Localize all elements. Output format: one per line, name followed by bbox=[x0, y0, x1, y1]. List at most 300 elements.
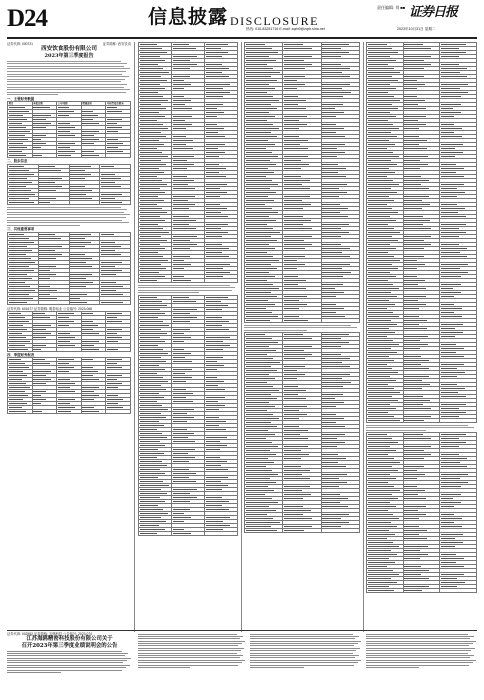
cell-text bbox=[368, 256, 394, 257]
cell-text bbox=[284, 144, 300, 145]
table-row bbox=[139, 515, 238, 519]
cell-text bbox=[39, 170, 61, 171]
cell-text bbox=[284, 136, 300, 137]
table-row bbox=[8, 319, 131, 323]
cell-text bbox=[246, 128, 279, 129]
cell-text bbox=[246, 338, 272, 339]
cell-text bbox=[441, 348, 464, 349]
cell-text bbox=[322, 144, 345, 145]
cell-text bbox=[404, 180, 428, 181]
cell-text bbox=[58, 345, 75, 346]
cell-text bbox=[173, 220, 196, 221]
cell-text bbox=[173, 108, 192, 109]
cell-text bbox=[441, 224, 466, 225]
text-line bbox=[250, 650, 356, 651]
cell-text bbox=[322, 418, 344, 419]
cell-text bbox=[322, 264, 350, 265]
text-line bbox=[138, 292, 199, 293]
cell-text bbox=[39, 202, 49, 203]
table-row bbox=[245, 333, 360, 337]
cell-text bbox=[368, 458, 395, 459]
cell-text bbox=[404, 140, 427, 141]
cell-text bbox=[368, 144, 396, 145]
cell-text bbox=[206, 389, 225, 390]
table-row bbox=[139, 327, 238, 331]
cell-text bbox=[404, 288, 425, 289]
cell-text bbox=[101, 234, 114, 235]
cell-text bbox=[101, 250, 115, 251]
cell-text bbox=[441, 288, 453, 289]
bottom-mid-notice bbox=[138, 632, 246, 696]
masthead bbox=[0, 0, 484, 38]
text-line bbox=[138, 653, 237, 654]
cell-text bbox=[173, 449, 195, 450]
table-row bbox=[139, 67, 238, 71]
cell-text bbox=[140, 140, 159, 141]
cell-text bbox=[322, 128, 344, 129]
column-divider bbox=[363, 42, 364, 632]
cell-text bbox=[322, 136, 344, 137]
table-cell bbox=[139, 323, 172, 327]
table-cell bbox=[367, 99, 404, 103]
text-line bbox=[7, 212, 124, 213]
cell-text bbox=[441, 188, 457, 189]
text-line bbox=[366, 662, 473, 663]
cell-text bbox=[140, 180, 162, 181]
cell-text bbox=[206, 317, 222, 318]
cell-text bbox=[246, 156, 279, 157]
cell-text bbox=[404, 404, 423, 405]
cell-text bbox=[9, 131, 30, 132]
cell-text bbox=[206, 521, 223, 522]
cell-text bbox=[441, 328, 455, 329]
cell-text bbox=[441, 486, 461, 487]
cell-text bbox=[284, 80, 297, 81]
cell-text bbox=[368, 434, 387, 435]
cell-text bbox=[107, 107, 117, 108]
cell-text bbox=[58, 143, 75, 144]
cell-text bbox=[206, 517, 230, 518]
cell-text bbox=[368, 216, 391, 217]
cell-text bbox=[58, 131, 70, 132]
cell-text bbox=[404, 264, 424, 265]
text-line bbox=[138, 638, 240, 639]
table-row bbox=[245, 513, 360, 517]
cell-text bbox=[322, 116, 335, 117]
cell-text bbox=[368, 506, 396, 507]
cell-text bbox=[9, 170, 30, 171]
cell-text bbox=[173, 68, 191, 69]
table-cell bbox=[367, 419, 404, 423]
cell-text bbox=[284, 430, 308, 431]
table-cell bbox=[57, 154, 82, 158]
cell-text bbox=[368, 72, 400, 73]
table-cell: 增减变动 bbox=[81, 102, 106, 106]
cell-text bbox=[107, 143, 123, 144]
cell-text bbox=[404, 380, 422, 381]
text-line bbox=[250, 636, 359, 637]
cell-text bbox=[173, 240, 190, 241]
table-cell bbox=[367, 51, 404, 55]
cell-text bbox=[173, 136, 186, 137]
table-cell bbox=[245, 445, 283, 449]
table-cell bbox=[440, 589, 477, 593]
cell-text bbox=[246, 308, 267, 309]
cell-text bbox=[140, 92, 158, 93]
cell-text bbox=[368, 494, 392, 495]
cell-text bbox=[140, 421, 159, 422]
cell-text bbox=[284, 358, 305, 359]
cell-text bbox=[404, 196, 429, 197]
cell-text bbox=[441, 112, 461, 113]
cell-text bbox=[322, 268, 342, 269]
balance-sheet-table bbox=[138, 295, 238, 536]
cell-text bbox=[9, 407, 22, 408]
cell-text bbox=[246, 64, 268, 65]
cell-text bbox=[58, 387, 70, 388]
cell-text bbox=[9, 411, 26, 412]
cell-text bbox=[173, 124, 193, 125]
cell-text bbox=[368, 100, 400, 101]
cell-text bbox=[284, 68, 305, 69]
cell-text bbox=[441, 526, 462, 527]
cell-text bbox=[107, 127, 122, 128]
cell-text bbox=[322, 414, 336, 415]
table-cell bbox=[172, 531, 205, 535]
cell-text bbox=[140, 76, 162, 77]
cell-text bbox=[58, 317, 69, 318]
cell-text bbox=[441, 68, 467, 69]
cell-text bbox=[140, 272, 160, 273]
cell-text bbox=[368, 228, 395, 229]
cell-text bbox=[173, 88, 184, 89]
table-cell bbox=[8, 300, 39, 304]
cell-text bbox=[173, 228, 197, 229]
cell-text bbox=[322, 346, 341, 347]
cell-text bbox=[173, 280, 192, 281]
cell-text bbox=[206, 461, 228, 462]
cell-text bbox=[246, 136, 277, 137]
text-line bbox=[7, 81, 121, 82]
cell-text bbox=[246, 446, 279, 447]
cell-text bbox=[368, 192, 397, 193]
cell-text bbox=[322, 276, 343, 277]
cell-text bbox=[173, 497, 197, 498]
cell-text bbox=[404, 578, 429, 579]
cell-text bbox=[206, 172, 220, 173]
cell-text bbox=[206, 417, 219, 418]
cell-text bbox=[82, 143, 94, 144]
table-row bbox=[139, 467, 238, 471]
table-cell bbox=[245, 389, 283, 393]
cell-text bbox=[368, 180, 393, 181]
cell-text bbox=[140, 96, 163, 97]
table-cell bbox=[139, 511, 172, 515]
table-cell bbox=[8, 339, 33, 343]
cell-text bbox=[173, 381, 186, 382]
cell-text bbox=[82, 371, 98, 372]
cell-text bbox=[9, 250, 33, 251]
cell-text bbox=[322, 88, 342, 89]
table-cell bbox=[367, 469, 404, 473]
table-cell bbox=[100, 201, 131, 205]
cell-text bbox=[173, 200, 189, 201]
cell-text bbox=[368, 486, 394, 487]
table-cell bbox=[139, 183, 172, 187]
cell-text bbox=[246, 192, 276, 193]
cell-text bbox=[246, 168, 268, 169]
table-cell: 上年同期 bbox=[57, 102, 82, 106]
cell-text bbox=[9, 139, 29, 140]
cell-text bbox=[284, 426, 300, 427]
cell-text bbox=[368, 442, 399, 443]
cell-text bbox=[441, 498, 453, 499]
cell-text bbox=[441, 562, 456, 563]
cell-text bbox=[284, 316, 300, 317]
text-line bbox=[7, 63, 127, 64]
table-cell bbox=[245, 71, 283, 75]
cell-text bbox=[39, 246, 61, 247]
table-cell bbox=[69, 201, 100, 205]
cell-text bbox=[246, 188, 270, 189]
cell-text bbox=[246, 350, 276, 351]
cell-text bbox=[173, 156, 194, 157]
cell-text bbox=[9, 325, 24, 326]
cell-text bbox=[441, 324, 463, 325]
cell-text bbox=[322, 96, 343, 97]
cell-text bbox=[368, 116, 396, 117]
cell-text bbox=[246, 502, 278, 503]
cell-text bbox=[9, 194, 36, 195]
cell-text bbox=[441, 128, 462, 129]
cell-text bbox=[246, 220, 276, 221]
table-cell bbox=[367, 441, 404, 445]
cell-text bbox=[284, 354, 313, 355]
cell-text bbox=[404, 450, 423, 451]
cell-text bbox=[404, 268, 417, 269]
cell-text bbox=[58, 333, 70, 334]
cell-text bbox=[368, 478, 396, 479]
cell-text bbox=[441, 312, 454, 313]
cell-text bbox=[173, 441, 195, 442]
cell-text bbox=[404, 486, 417, 487]
cell-text bbox=[246, 494, 266, 495]
cell-text bbox=[140, 236, 162, 237]
cell-text bbox=[140, 100, 169, 101]
cell-text bbox=[322, 434, 345, 435]
cell-text bbox=[140, 136, 166, 137]
text-line bbox=[138, 645, 238, 646]
cell-text bbox=[9, 155, 26, 156]
table-row bbox=[139, 83, 238, 87]
cell-text bbox=[404, 236, 431, 237]
cell-text bbox=[441, 376, 457, 377]
cell-text bbox=[322, 312, 336, 313]
cell-text bbox=[9, 278, 32, 279]
cell-text bbox=[206, 248, 229, 249]
cell-text bbox=[441, 148, 455, 149]
cell-text bbox=[140, 433, 162, 434]
text-line bbox=[366, 657, 470, 658]
cell-text bbox=[441, 352, 456, 353]
cell-text bbox=[368, 574, 399, 575]
cell-text bbox=[107, 359, 122, 360]
cell-text bbox=[368, 172, 395, 173]
cell-text bbox=[140, 160, 161, 161]
cell-text bbox=[246, 276, 275, 277]
cell-text bbox=[441, 522, 454, 523]
table-cell bbox=[139, 155, 172, 159]
cell-text bbox=[322, 192, 347, 193]
cell-text bbox=[140, 120, 158, 121]
cell-text bbox=[206, 369, 217, 370]
cell-text bbox=[322, 236, 341, 237]
cell-text bbox=[404, 416, 431, 417]
cell-text bbox=[140, 112, 160, 113]
text-line bbox=[366, 660, 476, 661]
cell-text bbox=[246, 272, 269, 273]
cell-text bbox=[101, 202, 122, 203]
table-cell bbox=[367, 71, 404, 75]
cell-text bbox=[206, 204, 221, 205]
table-cell bbox=[139, 407, 172, 411]
cell-text bbox=[404, 466, 424, 467]
cell-text bbox=[368, 68, 395, 69]
cell-text bbox=[284, 224, 304, 225]
cell-text bbox=[404, 68, 424, 69]
cell-text bbox=[101, 198, 116, 199]
cell-text bbox=[246, 386, 273, 387]
cell-text bbox=[246, 530, 278, 531]
cell-text bbox=[173, 481, 197, 482]
cell-text bbox=[140, 373, 158, 374]
cell-text bbox=[246, 52, 278, 53]
cell-text bbox=[322, 208, 348, 209]
cell-text bbox=[404, 224, 423, 225]
cell-text bbox=[441, 502, 461, 503]
cell-text bbox=[246, 124, 273, 125]
table-cell bbox=[139, 127, 172, 131]
bottom-right-notice bbox=[366, 632, 477, 696]
cell-text bbox=[33, 139, 41, 140]
cell-text bbox=[322, 374, 350, 375]
cell-text bbox=[107, 383, 122, 384]
cell-text bbox=[368, 360, 395, 361]
cell-text bbox=[33, 345, 46, 346]
bottom-rule bbox=[7, 630, 477, 631]
cell-text bbox=[206, 381, 225, 382]
cell-text bbox=[284, 124, 307, 125]
table-cell bbox=[245, 99, 283, 103]
cell-text bbox=[441, 52, 467, 53]
cell-text bbox=[441, 192, 465, 193]
cell-text bbox=[441, 554, 456, 555]
cell-text bbox=[206, 449, 220, 450]
cell-text bbox=[404, 518, 418, 519]
cell-text bbox=[368, 450, 397, 451]
text-line bbox=[7, 672, 61, 673]
cell-text bbox=[173, 377, 193, 378]
cell-text bbox=[246, 92, 267, 93]
cell-text bbox=[368, 264, 392, 265]
cell-text bbox=[9, 317, 25, 318]
cell-text bbox=[368, 566, 387, 567]
table-cell bbox=[139, 211, 172, 215]
cell-text bbox=[246, 478, 270, 479]
cell-text bbox=[284, 394, 298, 395]
cell-text bbox=[441, 442, 467, 443]
cell-text bbox=[206, 276, 224, 277]
cell-text bbox=[284, 386, 298, 387]
cell-text bbox=[441, 404, 466, 405]
cell-text bbox=[33, 317, 50, 318]
cell-text bbox=[173, 64, 197, 65]
cell-text bbox=[206, 325, 223, 326]
cell-text bbox=[39, 298, 57, 299]
cell-text bbox=[284, 458, 301, 459]
text-line bbox=[7, 74, 122, 75]
text-line bbox=[7, 220, 122, 221]
cell-text bbox=[404, 324, 419, 325]
cell-text bbox=[9, 321, 29, 322]
cell-text bbox=[284, 434, 300, 435]
cell-text bbox=[322, 426, 344, 427]
text-line bbox=[250, 634, 353, 635]
cell-text bbox=[246, 152, 273, 153]
table-cell bbox=[245, 155, 283, 159]
cell-text bbox=[284, 168, 301, 169]
cell-text bbox=[82, 399, 94, 400]
cell-text bbox=[140, 417, 166, 418]
cell-text bbox=[82, 341, 98, 342]
cell-text bbox=[284, 180, 310, 181]
cell-text bbox=[140, 497, 160, 498]
cell-text bbox=[246, 458, 268, 459]
table-row bbox=[367, 215, 477, 219]
table-cell bbox=[8, 193, 39, 197]
table-cell bbox=[139, 435, 172, 439]
cell-text bbox=[322, 176, 346, 177]
cell-text bbox=[173, 236, 197, 237]
cell-text bbox=[33, 399, 46, 400]
cell-text bbox=[101, 294, 123, 295]
cell-text bbox=[404, 356, 421, 357]
cell-text bbox=[284, 454, 309, 455]
cell-text bbox=[70, 242, 91, 243]
table-cell bbox=[245, 319, 283, 323]
cell-text bbox=[404, 200, 422, 201]
cell-text bbox=[82, 115, 98, 116]
cell-text bbox=[140, 172, 164, 173]
bottom-notice-title: 召开2023年第三季度业绩说明会的公告 bbox=[21, 642, 118, 649]
income-statement-table bbox=[244, 42, 360, 323]
company-name: 西安饮食股份有限公司 bbox=[41, 46, 97, 52]
cell-text bbox=[368, 252, 388, 253]
cell-text bbox=[404, 328, 427, 329]
cell-text bbox=[82, 349, 99, 350]
cell-text bbox=[140, 369, 165, 370]
cell-text bbox=[246, 280, 267, 281]
cell-text bbox=[140, 56, 160, 57]
cell-text bbox=[404, 348, 420, 349]
cell-text bbox=[368, 446, 391, 447]
cell-text bbox=[140, 409, 168, 410]
cell-text bbox=[246, 140, 269, 141]
cell-text bbox=[33, 135, 46, 136]
cell-text bbox=[441, 228, 459, 229]
cell-text bbox=[404, 510, 418, 511]
cell-text bbox=[107, 131, 118, 132]
